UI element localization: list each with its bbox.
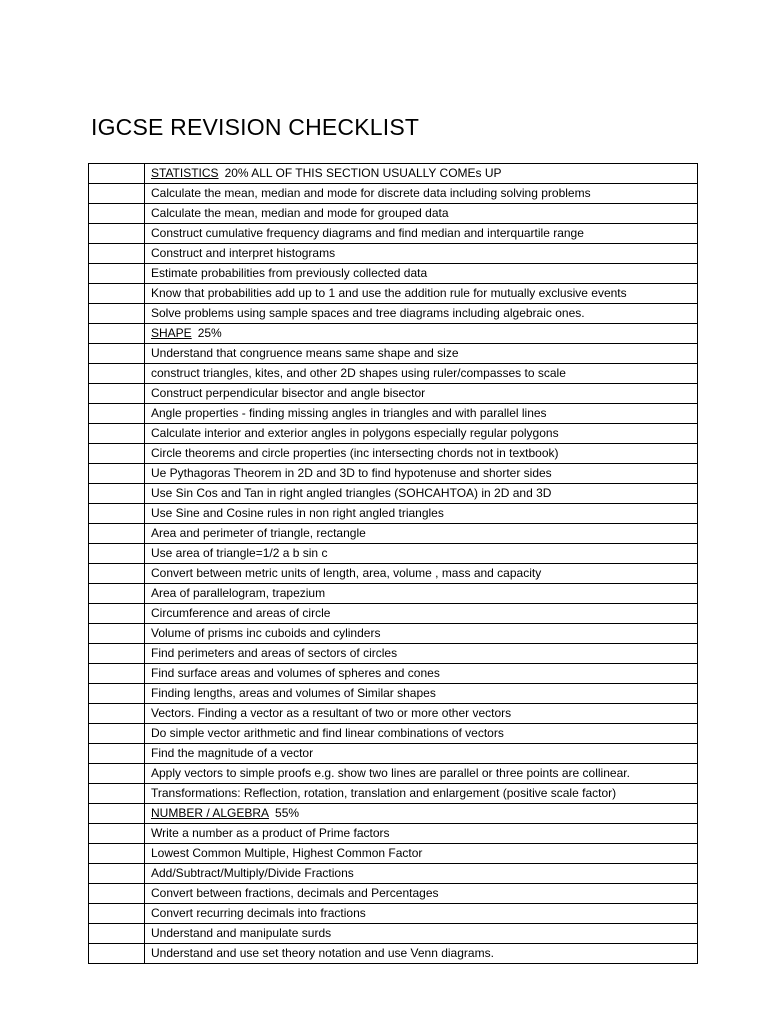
section-heading-weight: 55% [275, 806, 300, 820]
topic-cell: Calculate the mean, median and mode for discrete data including solving problems [145, 184, 698, 204]
checkbox-cell[interactable] [89, 564, 145, 584]
checklist-row [89, 444, 698, 464]
topic-cell: Angle properties - finding missing angles in triangles and with parallel lines [145, 404, 698, 424]
checkbox-cell[interactable] [89, 544, 145, 564]
section-heading-row [89, 324, 698, 344]
topic-cell: Find the magnitude of a vector [145, 744, 698, 764]
checkbox-cell[interactable] [89, 324, 145, 344]
checklist-row [89, 204, 698, 224]
topic-cell: Understand that congruence means same shape and size [145, 344, 698, 364]
checkbox-cell[interactable] [89, 784, 145, 804]
page-title: IGCSE REVISION CHECKLIST [91, 114, 420, 140]
checklist-row [89, 904, 698, 924]
checklist-row [89, 724, 698, 744]
section-heading-row [89, 164, 698, 184]
checklist-row [89, 644, 698, 664]
topic-cell: Apply vectors to simple proofs e.g. show two lines are parallel or three points are collinear. [145, 764, 698, 784]
checkbox-cell[interactable] [89, 844, 145, 864]
checkbox-cell[interactable] [89, 944, 145, 964]
checkbox-cell[interactable] [89, 684, 145, 704]
topic-cell: Estimate probabilities from previously collected data [145, 264, 698, 284]
topic-cell: Volume of prisms inc cuboids and cylinders [145, 624, 698, 644]
checkbox-cell[interactable] [89, 864, 145, 884]
checklist-row [89, 424, 698, 444]
topic-cell: Convert recurring decimals into fractions [145, 904, 698, 924]
topic-cell: Area of parallelogram, trapezium [145, 584, 698, 604]
checkbox-cell[interactable] [89, 504, 145, 524]
topic-cell: Area and perimeter of triangle, rectangle [145, 524, 698, 544]
checklist-row [89, 564, 698, 584]
checklist-row [89, 604, 698, 624]
topic-cell: Add/Subtract/Multiply/Divide Fractions [145, 864, 698, 884]
section-heading-name: NUMBER / ALGEBRA [151, 806, 270, 820]
checklist-row [89, 884, 698, 904]
checkbox-cell[interactable] [89, 344, 145, 364]
checkbox-cell[interactable] [89, 224, 145, 244]
topic-cell: Construct perpendicular bisector and angle bisector [145, 384, 698, 404]
topic-cell: Convert between fractions, decimals and Percentages [145, 884, 698, 904]
topic-cell: Construct and interpret histograms [145, 244, 698, 264]
checkbox-cell[interactable] [89, 184, 145, 204]
checkbox-cell[interactable] [89, 264, 145, 284]
checkbox-cell[interactable] [89, 284, 145, 304]
checklist-row [89, 524, 698, 544]
topic-cell: Ue Pythagoras Theorem in 2D and 3D to find hypotenuse and shorter sides [145, 464, 698, 484]
checklist-row [89, 684, 698, 704]
checklist-row [89, 924, 698, 944]
checklist-row [89, 344, 698, 364]
section-heading-cell [145, 804, 698, 824]
checkbox-cell[interactable] [89, 364, 145, 384]
checkbox-cell[interactable] [89, 424, 145, 444]
topic-cell: Write a number as a product of Prime factors [145, 824, 698, 844]
checkbox-cell[interactable] [89, 824, 145, 844]
checkbox-cell[interactable] [89, 444, 145, 464]
checklist-row [89, 264, 698, 284]
checklist-row [89, 384, 698, 404]
checklist-row [89, 584, 698, 604]
topic-cell: Understand and use set theory notation and use Venn diagrams. [145, 944, 698, 964]
topic-cell: Solve problems using sample spaces and tree diagrams including algebraic ones. [145, 304, 698, 324]
checklist-row [89, 864, 698, 884]
checklist-row [89, 744, 698, 764]
revision-checklist-table [88, 163, 698, 964]
topic-cell: Construct cumulative frequency diagrams and find median and interquartile range [145, 224, 698, 244]
checklist-row [89, 824, 698, 844]
checkbox-cell[interactable] [89, 584, 145, 604]
checkbox-cell[interactable] [89, 204, 145, 224]
topic-cell: Circumference and areas of circle [145, 604, 698, 624]
topic-cell: Find perimeters and areas of sectors of circles [145, 644, 698, 664]
checkbox-cell[interactable] [89, 764, 145, 784]
section-heading-weight: 25% [197, 326, 222, 340]
checkbox-cell[interactable] [89, 624, 145, 644]
checklist-row [89, 404, 698, 424]
topic-cell: Lowest Common Multiple, Highest Common Factor [145, 844, 698, 864]
checklist-row [89, 244, 698, 264]
topic-cell: Vectors. Finding a vector as a resultant of two or more other vectors [145, 704, 698, 724]
checkbox-cell[interactable] [89, 744, 145, 764]
checklist-row [89, 764, 698, 784]
checklist-row [89, 544, 698, 564]
section-heading-weight: 20% ALL OF THIS SECTION USUALLY COMEs UP [224, 166, 502, 180]
checkbox-cell[interactable] [89, 384, 145, 404]
topic-cell: Find surface areas and volumes of spheres and cones [145, 664, 698, 684]
checkbox-cell[interactable] [89, 904, 145, 924]
topic-cell: Use Sin Cos and Tan in right angled triangles (SOHCAHTOA) in 2D and 3D [145, 484, 698, 504]
topic-cell: Use Sine and Cosine rules in non right angled triangles [145, 504, 698, 524]
checkbox-cell[interactable] [89, 644, 145, 664]
checklist-row [89, 704, 698, 724]
topic-cell: Understand and manipulate surds [145, 924, 698, 944]
checklist-row [89, 944, 698, 964]
topic-cell: Calculate interior and exterior angles in polygons especially regular polygons [145, 424, 698, 444]
checkbox-cell[interactable] [89, 164, 145, 184]
topic-cell: Do simple vector arithmetic and find linear combinations of vectors [145, 724, 698, 744]
checklist-row [89, 464, 698, 484]
checkbox-cell[interactable] [89, 884, 145, 904]
checklist-row [89, 664, 698, 684]
checkbox-cell[interactable] [89, 484, 145, 504]
section-heading-row [89, 804, 698, 824]
section-heading-name: STATISTICS [151, 166, 219, 180]
checklist-row [89, 504, 698, 524]
section-heading-cell [145, 324, 698, 344]
topic-cell: Convert between metric units of length, area, volume , mass and capacity [145, 564, 698, 584]
section-heading-cell [145, 164, 698, 184]
topic-cell: Transformations: Reflection, rotation, translation and enlargement (positive scale factor) [145, 784, 698, 804]
checklist-row [89, 624, 698, 644]
checkbox-cell[interactable] [89, 704, 145, 724]
topic-cell: construct triangles, kites, and other 2D shapes using ruler/compasses to scale [145, 364, 698, 384]
checklist-row [89, 184, 698, 204]
checklist-row [89, 844, 698, 864]
checkbox-cell[interactable] [89, 244, 145, 264]
topic-cell: Finding lengths, areas and volumes of Similar shapes [145, 684, 698, 704]
topic-cell: Circle theorems and circle properties (inc intersecting chords not in textbook) [145, 444, 698, 464]
checklist-row [89, 284, 698, 304]
checklist-row [89, 304, 698, 324]
checklist-row [89, 364, 698, 384]
checkbox-cell[interactable] [89, 724, 145, 744]
checkbox-cell[interactable] [89, 524, 145, 544]
checkbox-cell[interactable] [89, 404, 145, 424]
checklist-row [89, 484, 698, 504]
checkbox-cell[interactable] [89, 464, 145, 484]
section-heading-name: SHAPE [151, 326, 192, 340]
checkbox-cell[interactable] [89, 664, 145, 684]
checkbox-cell[interactable] [89, 304, 145, 324]
checkbox-cell[interactable] [89, 604, 145, 624]
checklist-row [89, 784, 698, 804]
topic-cell: Use area of triangle=1/2 a b sin c [145, 544, 698, 564]
topic-cell: Know that probabilities add up to 1 and use the addition rule for mutually exclusive events [145, 284, 698, 304]
checklist-row [89, 224, 698, 244]
checklist-body [89, 164, 698, 964]
checkbox-cell[interactable] [89, 804, 145, 824]
checkbox-cell[interactable] [89, 924, 145, 944]
topic-cell: Calculate the mean, median and mode for grouped data [145, 204, 698, 224]
